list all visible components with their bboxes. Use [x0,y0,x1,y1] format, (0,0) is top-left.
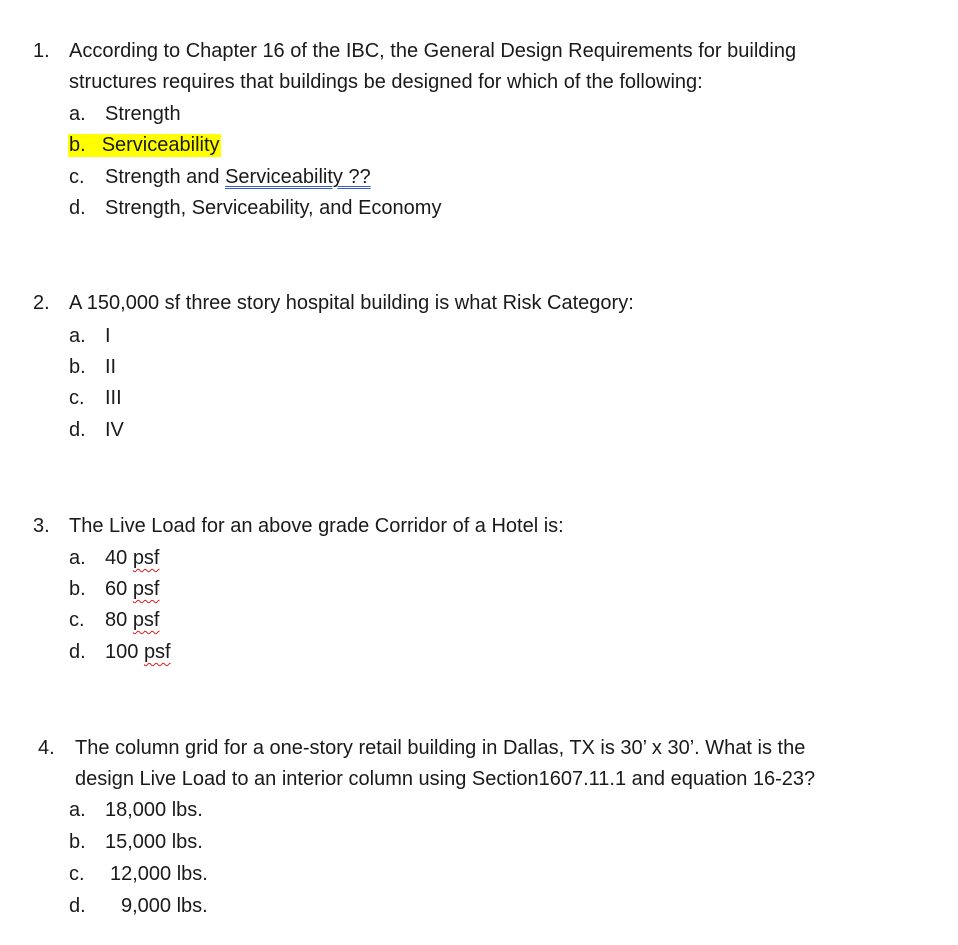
question-stem-line1: According to Chapter 16 of the IBC, the General Design Requirements for building [69,40,797,62]
question-number: 4. [38,737,55,759]
option-text: 9,000 lbs. [121,895,208,917]
highlight-mark [68,134,221,157]
spelling-flag: psf [132,578,160,600]
option-text: 40 psf [105,547,160,569]
question-number: 2. [33,292,50,314]
option-letter: a. [69,547,86,569]
option-text: 15,000 lbs. [105,831,203,853]
grammar-flag: Serviceability ?? [225,166,371,188]
option-letter: b. [69,831,86,853]
option-text: II [105,356,117,378]
option-text: III [105,387,122,409]
option-letter: c. [69,387,85,409]
option-letter: d. [69,895,86,917]
question-stem-line2: design Live Load to an interior column using Section1607.11.1 and equation 16-23? [75,768,816,790]
option-letter: a. [69,103,86,125]
option-b-highlighted [68,132,221,158]
option-letter: b. [69,134,86,156]
option-text: 80 psf [105,609,160,631]
option-text: I [105,325,111,347]
option-text: Strength [105,103,181,125]
option-letter: a. [69,799,86,821]
question-stem-line2: structures requires that buildings be designed for which of the following: [69,71,703,93]
option-text: 100 psf [105,641,171,663]
option-letter: d. [69,641,86,663]
option-text: IV [105,419,124,441]
option-text: Strength, Serviceability, and Economy [105,197,442,219]
spelling-flag: psf [143,641,171,663]
spelling-flag: psf [132,609,160,631]
question-stem-line1: The column grid for a one-story retail building in Dallas, TX is 30’ x 30’. What is the [75,737,806,759]
option-text: 60 psf [105,578,160,600]
spelling-flag: psf [132,547,160,569]
option-text: Strength and Serviceability ?? [105,166,371,188]
option-letter: a. [69,325,86,347]
option-letter: d. [69,197,86,219]
option-text: 12,000 lbs. [110,863,208,885]
option-text: Serviceability [101,134,220,156]
option-letter: c. [69,166,85,188]
option-letter: d. [69,419,86,441]
option-letter: b. [69,578,86,600]
question-number: 3. [33,515,50,537]
question-stem-line1: The Live Load for an above grade Corridor of a Hotel is: [69,515,564,537]
option-text: 18,000 lbs. [105,799,203,821]
option-letter: c. [69,863,85,885]
question-stem-line1: A 150,000 sf three story hospital building is what Risk Category: [69,292,634,314]
option-letter: c. [69,609,85,631]
question-number: 1. [33,40,50,62]
option-letter: b. [69,356,86,378]
